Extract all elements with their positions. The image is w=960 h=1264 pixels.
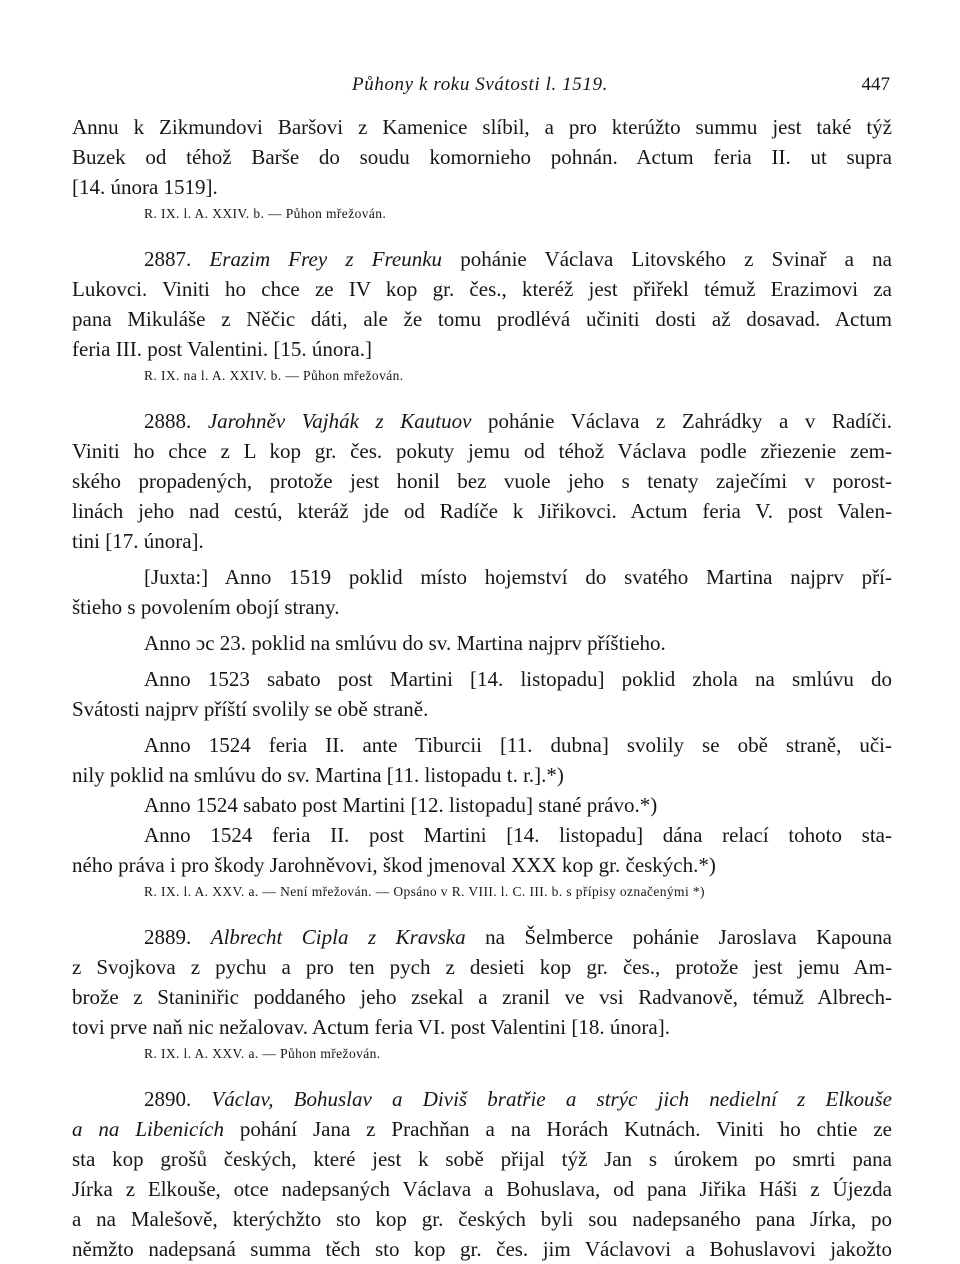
text-line: Anno 1524 feria II. ante Tiburcii [11. dubna] svolily se obě straně, uči- bbox=[144, 733, 892, 757]
text-line: Annu k Zikmundovi Baršovi z Kamenice slíbil, a pro kterúžto summu jest také týž bbox=[72, 115, 892, 139]
entry-first-line bbox=[72, 406, 892, 436]
text-line: Lukovci. Viniti ho chce ze IV kop gr. čes., kteréž jest přiřekl témuž Erazimovi za bbox=[72, 277, 892, 301]
entry-name: Erazim Frey z Freunku bbox=[209, 247, 443, 271]
text-line: Anno 1523 sabato post Martini [14. listopadu] poklid zhola na smlúvu do bbox=[144, 667, 892, 691]
entry-2889 bbox=[72, 922, 892, 1066]
entry-name-cont: a na Libenicích bbox=[72, 1117, 224, 1141]
entry-continuation bbox=[72, 112, 892, 226]
entry-text: pohánie Václava z Zahrádky a v Radíči. bbox=[487, 409, 892, 433]
entry-first-line bbox=[72, 244, 892, 274]
entry-number: 2890. bbox=[144, 1087, 192, 1111]
entry-number: 2889. bbox=[144, 925, 192, 949]
text-line: Svátosti najprv příští svolily se obě straně. bbox=[72, 697, 429, 721]
archival-note: R. IX. l. A. XXV. a. — Půhon mřežován. bbox=[144, 1046, 381, 1061]
entry-text: pohánie Václava Litovského z Svinař a na bbox=[460, 247, 892, 271]
entry-number: 2888. bbox=[144, 409, 192, 433]
text-line: sta kop grošů českých, které jest k sobě přijal týž Jan s úrokem po smrti pana bbox=[72, 1147, 892, 1171]
text-line: z Svojkova z pychu a pro ten pych z desieti kop gr. čes., protože jest jemu Am- bbox=[72, 955, 892, 979]
archival-note: R. IX. l. A. XXIV. b. — Půhon mřežován. bbox=[144, 206, 387, 221]
text-line bbox=[72, 1114, 892, 1144]
entry-first-line bbox=[72, 1084, 892, 1114]
archival-note: R. IX. na l. A. XXIV. b. — Půhon mřežován. bbox=[144, 368, 404, 383]
text-line: feria III. post Valentini. [15. února.] bbox=[72, 337, 372, 361]
text-line: linách jeho nad cestú, kteráž jde od Radíče k Jiřikovci. Actum feria V. post Valen- bbox=[72, 499, 892, 523]
text-line: ského propadených, protože jest honil bez vuole jeho s tenaty zaječími v porost- bbox=[72, 469, 892, 493]
body-text bbox=[72, 112, 892, 1264]
text-line: [Juxta:] Anno 1519 poklid místo hojemství do svatého Martina najprv pří- bbox=[144, 565, 892, 589]
page-header bbox=[0, 72, 960, 102]
text-line: Anno ɔc 23. poklid na smlúvu do sv. Martina najprv příštieho. bbox=[144, 631, 666, 655]
text-line: tini [17. února]. bbox=[72, 529, 204, 553]
text-line: Buzek od téhož Barše do soudu komornieho pohnán. Actum feria II. ut supra bbox=[72, 145, 892, 169]
text-line: [14. února 1519]. bbox=[72, 175, 218, 199]
text-line: pana Mikuláše z Něčic dáti, ale že tomu prodlévá učiniti dosti až dosavad. Actum bbox=[72, 307, 892, 331]
text-line: a na Malešově, kterýchžto sto kop gr. českých byli sou nadepsaného pana Jírka, po bbox=[72, 1207, 892, 1231]
page-number: 447 bbox=[861, 74, 890, 95]
text-line: tovi prve naň nic nežalovav. Actum feria VI. post Valentini [18. února]. bbox=[72, 1015, 670, 1039]
text-line: němžto nadepsaná summa těch sto kop gr. čes. jim Václavovi a Bohuslavovi jakožto bbox=[72, 1237, 892, 1261]
entry-name: Václav, Bohuslav a Diviš bratřie a strýc jich nedielní z Elkouše bbox=[211, 1087, 892, 1111]
entry-number: 2887. bbox=[144, 247, 192, 271]
entry-name: Jarohněv Vajhák z Kautuov bbox=[207, 409, 472, 433]
archival-note: R. IX. l. A. XXV. a. — Není mřežován. — Opsáno v R. VIII. l. C. III. b. s přípisy označenými *) bbox=[144, 884, 705, 899]
entry-2887 bbox=[72, 244, 892, 388]
running-title: Půhony k roku Svátosti l. 1519. bbox=[352, 74, 608, 95]
text-line: Anno 1524 feria II. post Martini [14. listopadu] dána relací tohoto sta- bbox=[144, 823, 892, 847]
text-line: nily poklid na smlúvu do sv. Martina [11. listopadu t. r.].*) bbox=[72, 763, 564, 787]
entry-first-line bbox=[72, 922, 892, 952]
text-line: brože z Staniniřic poddaného jeho zsekal a zranil ve vsi Radvanově, témuž Albrech- bbox=[72, 985, 892, 1009]
text-line: štieho s povolením obojí strany. bbox=[72, 595, 340, 619]
entry-2890 bbox=[72, 1084, 892, 1264]
entry-name: Albrecht Cipla z Kravska bbox=[210, 925, 466, 949]
entry-text: pohání Jana z Prachňan a na Horách Kutnách. Viniti ho chtie ze bbox=[239, 1117, 892, 1141]
text-line: Jírka z Elkouše, otce nadepsaných Václava a Bohuslava, od pana Jiřika Háši z Újezda bbox=[72, 1177, 892, 1201]
text-line: Viniti ho chce z L kop gr. čes. pokuty jemu od téhož Václava podle zřiezenie zem- bbox=[72, 439, 892, 463]
entry-text: na Šelmberce pohánie Jaroslava Kapouna bbox=[485, 925, 892, 949]
text-line: ného práva i pro škody Jarohněvovi, škod jmenoval XXX kop gr. českých.*) bbox=[72, 853, 716, 877]
text-line: Anno 1524 sabato post Martini [12. listopadu] stané právo.*) bbox=[144, 793, 658, 817]
entry-2888 bbox=[72, 406, 892, 904]
